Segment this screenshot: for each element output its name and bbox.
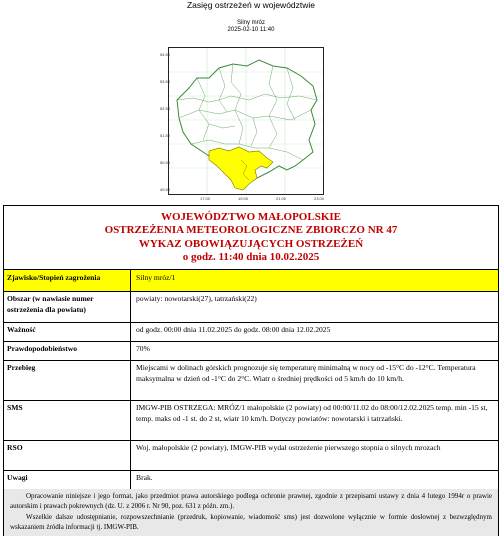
row-area [4,291,498,323]
document-header [4,206,498,270]
row-label: Prawdopodobieństwo [4,341,131,360]
header-bulletin-title: OSTRZEŻENIA METEOROLOGICZNE ZBIORCZO NR 47 [104,224,398,237]
map-y-tick: 54.50 [160,52,171,57]
row-label: Przebieg [4,360,131,400]
county-border [179,110,311,120]
map-x-tick: 21.00 [276,196,287,201]
map-hazard-label: Silny mróz [236,20,265,26]
row-value: powiaty: nowotarski(27), tatrzański(22) [136,294,257,303]
warning-map [168,47,324,195]
header-voivodeship: WOJEWÓDZTWO MAŁOPOLSKIE [161,211,341,223]
warning-area-highlight [209,147,273,190]
region-map-svg [169,48,323,194]
county-border [177,94,317,102]
row-label: RSO [4,440,131,470]
map-y-tick: 50.50 [160,160,171,165]
row-phenomenon [4,270,498,292]
header-issue-time: o godz. 11:40 dnia 10.02.2025 [182,251,320,264]
county-border [231,64,243,144]
row-value: od godz. 00:00 dnia 11.02.2025 do godz. 08:00 dnia 12.02.2025 [136,325,331,334]
row-value: IMGW-PIB OSTRZEGA: MRÓZ/1 małopolskie (2 powiaty) od 00:00/11.02 do 08:00/12.02.2025 temp. min -15 st, temp. maks od -1 st. do 2 st, wiatr 10 km/h. Dotyczy powiatów: nowotarski i tatrzański. [136,403,488,423]
row-value: Silny mróz/1 [131,270,498,291]
page-title: Zasięg ostrzeżeń w województwie [186,0,316,10]
row-remarks [4,470,498,490]
row-value: Brak. [136,473,153,482]
map-y-tick: 51.50 [160,133,171,138]
row-rso [4,440,498,471]
row-sms [4,400,498,441]
county-border [209,124,235,128]
row-validity [4,322,498,342]
row-course [4,360,498,401]
row-value: Woj. małopolskie (2 powiaty), IMGW-PIB wydał ostrzeżenie pierwszego stopnia o silnych mrozach [136,443,441,452]
header-list-title: WYKAZ OBOWIĄZUJĄCYCH OSTRZEŻEŃ [138,237,364,250]
warning-document [3,205,499,536]
map-y-tick: 53.50 [160,79,171,84]
row-label: Uwagi [4,470,131,489]
row-label: Zjawisko/Stopień zagrożenia [4,270,131,291]
row-probability [4,341,498,361]
copyright-footer [4,489,498,536]
map-y-tick: 49.50 [160,187,171,192]
county-border [287,68,295,120]
county-border [251,118,257,146]
map-x-tick: 17.00 [200,196,211,201]
row-label: Ważność [4,322,131,341]
map-y-tick: 52.50 [160,106,171,111]
redistribution-notice: Wszelkie dalsze udostępnianie, rozpowszechnianie (przedruk, kopiowanie, wiadomość sms) jest dozwolone wyłącznie w formie dosłownej z bezwzględnym wskazaniem źródła informacji tj. IMGW-PIB. [10,512,492,532]
county-border [269,66,277,148]
row-label: SMS [4,400,131,440]
map-x-tick: 23.00 [314,196,325,201]
map-header [0,20,502,34]
row-value: 70% [136,344,150,353]
row-label: Obszar (w nawiasie numer ostrzeżenia dla powiatu) [4,291,131,322]
map-x-tick: 19.00 [238,196,249,201]
county-border [219,68,227,112]
map-timestamp: 2025-02-10 11:40 [227,27,275,33]
copyright-notice: Opracowanie niniejsze i jego format, jako przedmiot prawa autorskiego podlega ochronie prawnej, zgodnie z przepisami ustawy z dnia 4 lutego 1994r o prawie autorskim i prawach pokrewnych (dz. U. z 2006 r. Nr 90, poz. 631 z późn. zm.). [10,492,492,511]
row-value: Miejscami w dolinach górskich prognozuje się temperaturę minimalną w nocy od -15°C do -12°C. Temperatura maksymalna w dzień od -1°C do 2°C. Wiatr o średniej prędkości od 5 km/h do 10 km/h. [136,363,476,383]
